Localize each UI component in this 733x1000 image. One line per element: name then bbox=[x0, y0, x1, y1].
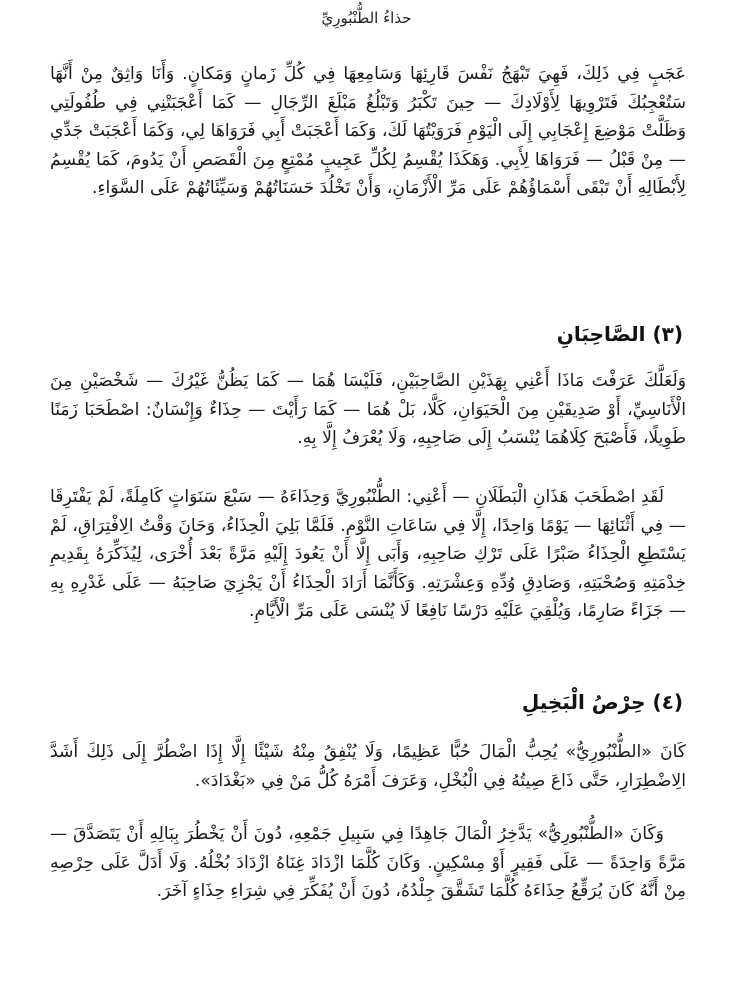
section-heading-miser-greed: (٤) حِرْصُ الْبَخِيلِ bbox=[521, 690, 683, 714]
paragraph-companions-1: وَلَعَلَّكَ عَرَفْتَ مَاذَا أَعْنِي بِهَذَيْنِ الصَّاحِبَيْنِ، فَلَيْسَا هُمَا — كَمَا يَظُنُّ غَيْرُكَ — شَخْصَيْنِ مِنَ الْأَنَاسِيِّ، أَوْ صَدِيقَيْنِ مِنَ الْحَيَوَانِ، كَلَّا، بَلْ هُمَا — كَمَا رَأَيْتَ — حِذَاءٌ وَإِنْسَانٌ: اصْطَحَبَا زَمَنًا طَوِيلًا، فَأَصْبَحَ كِلَاهُمَا يُنْسَبُ إِلَى صَاحِبِهِ، وَلَا يُعْرَفُ إِلَّا بِهِ. bbox=[50, 371, 686, 449]
section-heading-companions: (٣) الصَّاحِبَانِ bbox=[556, 322, 683, 346]
paragraph-miser-2: وَكَانَ «الطُّنْبُورِيُّ» يَدَّخِرُ الْمَالَ جَاهِدًا فِي سَبِيلِ جَمْعِهِ، دُونَ أَنْ يَخْطُرَ بِبَالِهِ أَنْ يَتَصَدَّقَ — مَرَّةً وَاحِدَةً — عَلَى فَقِيرٍ أَوْ مِسْكِينٍ. وَكَانَ كُلَّمَا ازْدَادَ غِنَاهُ ازْدَادَ بُخْلُهُ. وَلَا أَدَلَّ عَلَى حِرْصِهِ مِنْ أَنَّهُ كَانَ يُرَقِّعُ حِذَاءَهُ كُلَّمَا تَشَقَّقَ جِلْدُهُ، دُونَ أَنْ يُفَكِّرَ فِي شِرَاءِ حِذَاءٍ آخَرَ. bbox=[50, 824, 686, 902]
paragraph-companions-2: لَقَدِ اصْطَحَبَ هَذَانِ الْبَطَلَانِ — أَعْنِي: الطُّنْبُورِيَّ وَحِذَاءَهُ — سَبْعَ سَنَوَاتٍ كَامِلَةً، لَمْ يَفْتَرِقَا — فِي أَثْنَائِهَا — يَوْمًا وَاحِدًا، إِلَّا فِي سَاعَاتِ النَّوْمِ. فَلَمَّا بَلِيَ الْحِذَاءُ، وَحَانَ وَقْتُ الِافْتِرَاقِ، لَمْ يَسْتَطِعِ الْحِذَاءُ صَبْرًا عَلَى تَرْكِ صَاحِبِهِ، وَأَبَى إِلَّا أَنْ يَعُودَ إِلَيْهِ مَرَّةً بَعْدَ أُخْرَى، لِيُذَكِّرَهُ بِقَدِيمِ خِدْمَتِهِ وَصُحْبَتِهِ، وَصَادِقِ وُدِّهِ وَعِشْرَتِهِ. وَكَأَنَّمَا أَرَادَ الْحِذَاءُ أَنْ يَجْزِيَ صَاحِبَهُ — عَلَى غَدْرِهِ بِهِ — جَزَاءً صَارِمًا، وَيُلْقِيَ عَلَيْهِ دَرْسًا نَافِعًا لَا يُنْسَى عَلَى مَرِّ الْأَيَّامِ. bbox=[50, 487, 686, 622]
paragraph-intro-continuation: عَجَبٍ فِي ذَلِكَ، فَهِيَ تَبْهَجُ نَفْسَ قَارِئِهَا وَسَامِعِهَا فِي كُلِّ زَمانٍ وَمَكانٍ. وَأَنَا وَاثِقٌ مِنْ أَنَّهَا سَتُعْجِبُكَ فَتَرْوِيهَا لِأَوْلَادِكَ — حِينَ تَكْبَرُ وَتَبْلُغُ مَبْلَغَ الرِّجَالِ — كَمَا أَعْجَبَتْنِي فِي طُفُولَتِي وَظَلَّتْ مَوْضِعَ إِعْجَابِي إِلَى الْيَوْمِ فَرَوَيْتُهَا لَكَ، وَكَمَا أَعْجَبَتْ أَبِي فَرَوَاهَا لِي، وَكَمَا أَعْجَبَتْ جَدِّي — مِنْ قَبْلُ — فَرَوَاهَا لِأَبِي. وَهَكَذَا يُقْسِمُ لِكُلِّ عَجِيبٍ مُمْتِعٍ مِنَ الْقَصَصِ أَنْ يَدُومَ، كَمَا يُقْسِمُ لِأَبْطَالِهِ أَنْ تَبْقَى أَسْمَاؤُهُمْ عَلَى مَرِّ الْأَزْمَانِ، وَأَنْ تَخْلُدَ حَسَنَاتُهُمْ وَسَيِّئَاتُهُمْ عَلَى السَّوَاءِ. bbox=[50, 64, 686, 199]
paragraph-miser-1: كَانَ «الطُّنْبُورِيُّ» يُحِبُّ الْمَالَ حُبًّا عَظِيمًا، وَلَا يُنْفِقُ مِنْهُ شَيْئًا إِلَّا إِذَا اضْطُرَّ إِلَى ذَلِكَ أَشَدَّ الِاضْطِرَارِ، حَتَّى ذَاعَ صِيتُهُ فِي الْبُخْلِ، وَعَرَفَ أَمْرَهُ كُلُّ مَنْ فِي «بَغْدَادَ». bbox=[50, 742, 686, 791]
running-head: حذاءُ الطُّنْبُورِيِّ bbox=[321, 9, 412, 27]
